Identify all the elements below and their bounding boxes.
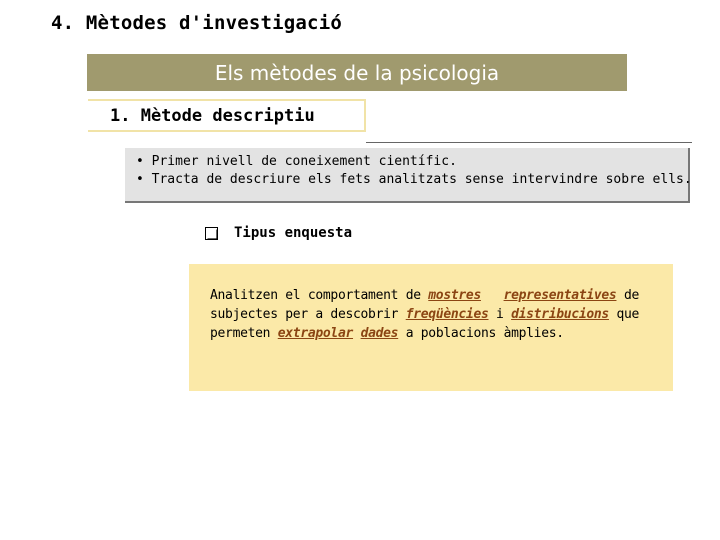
description-note (189, 264, 673, 391)
note-text (481, 288, 504, 303)
note-text: Analitzen el comportament de (210, 288, 429, 303)
note-text (353, 326, 361, 341)
type-label: Tipus enquesta (234, 225, 353, 241)
type-heading (205, 225, 352, 241)
section-banner: Els mètodes de la psicologia (87, 54, 627, 91)
highlight-term: freqüències (405, 307, 489, 322)
bullet-item: • Primer nivell de coneixement científic. (136, 154, 457, 169)
highlight-term: extrapolar (277, 326, 354, 341)
highlight-term: mostres (428, 288, 481, 303)
note-text: i (488, 307, 512, 322)
highlight-term: representatives (503, 288, 617, 303)
highlight-term: distribucions (511, 307, 609, 322)
note-text: de subjectes per a descobrir (210, 288, 640, 322)
highlight-term: dades (360, 326, 399, 341)
bullet-list (125, 148, 690, 203)
checkbox-icon (205, 227, 218, 240)
divider (366, 142, 692, 143)
note-text: a poblacions àmplies. (398, 326, 564, 341)
page-title: 4. Mètodes d'investigació (51, 12, 342, 34)
note-text: que permeten (210, 307, 640, 341)
method-heading: 1. Mètode descriptiu (88, 99, 366, 132)
bullet-item: • Tracta de descriure els fets analitzats sense intervindre sobre ells. (136, 172, 692, 187)
